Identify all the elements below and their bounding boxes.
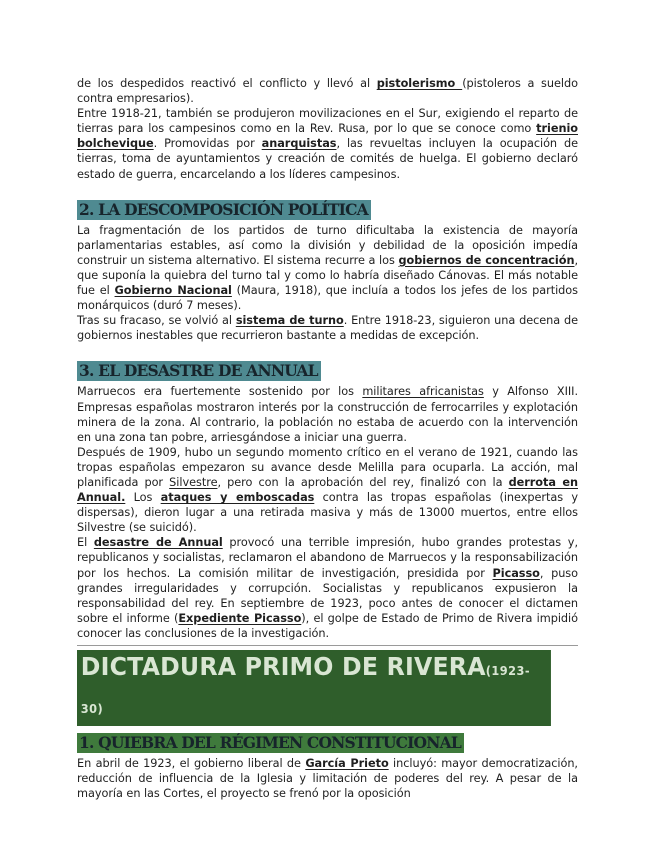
section-heading-annual: 3. EL DESASTRE DE ANNUAL xyxy=(77,361,321,381)
keyword-gobierno-nacional: Gobierno Nacional xyxy=(114,284,232,298)
section-heading-descomposicion: 2. LA DESCOMPOSICIÓN POLÍTICA xyxy=(77,200,371,220)
text: de los despedidos reactivó el conflicto y llevó al xyxy=(77,77,377,90)
text: provocó una terrible impresión, hubo grandes protestas y, republicanos y socialistas, reclamaron el abandono de Marruecos y la responsabilización por los hechos. La comisión militar de investigación, presidida por xyxy=(77,536,578,580)
text: Marruecos era fuertemente sostenido por los xyxy=(77,385,363,399)
text: y Alfonso XIII. Empresas españolas mostraron interés por la construcción de ferrocarriles y explotación minera de la zona. Al contrario, la población no estaba de acuerdo con la intervención en una zona tan pobre, arriesgándose a iniciar una guerra. xyxy=(77,385,578,444)
keyword-ataques-emboscadas: ataques y emboscadas xyxy=(160,491,315,505)
text: . Promovidas por xyxy=(153,137,262,151)
paragraph-1909 xyxy=(77,445,578,536)
text: ), el golpe de Estado de Primo de Rivera impidió conocer las conclusiones de la investigación. xyxy=(77,611,578,640)
text: Después de 1909, hubo un segundo momento crítico en el verano de 1921, cuando las tropas españolas empezaron su avance desde Melilla para ocuparla. La acción, mal planificada por xyxy=(77,445,578,489)
text: Los xyxy=(125,491,161,505)
text: El xyxy=(77,536,94,550)
text: , que suponía la quiebra del turno tal y como lo habría diseñado Cánovas. El más notable fue el xyxy=(77,253,579,298)
text: Entre 1918-21, también se produjeron movilizaciones en el Sur, exigiendo el reparto de tierras para los campesinos como en la Rev. Rusa, por lo que se conoce como xyxy=(77,107,578,136)
keyword-sistema-turno: sistema de turno xyxy=(235,314,344,328)
text: Tras su fracaso, se volvió al xyxy=(77,314,236,328)
keyword-garcia-prieto: García Prieto xyxy=(305,757,389,770)
text: , puso grandes irregularidades y corrupción. Socialistas y republicanos expusieron la responsabilidad del rey. En septiembre de 1923, poco antes de conocer el dictamen sobre el informe ( xyxy=(77,566,579,625)
text: (pistoleros a sueldo contra empresarios). xyxy=(77,77,578,106)
keyword-derrota-annual: derrota en Annual. xyxy=(77,475,578,505)
paragraph-trienio xyxy=(77,106,578,181)
keyword-militares-africanistas: militares africanistas xyxy=(362,385,484,399)
text: , pero con la aprobación del rey, finalizó con la xyxy=(217,475,509,489)
text: incluyó: mayor democratización, reducción de influencia de la Iglesia y limitación de poderes del rey. A pesar de la mayoría en las Cortes, el proyecto se frenó por la oposición xyxy=(77,757,578,801)
keyword-desastre-annual: desastre de Annual xyxy=(93,536,223,550)
paragraph-garcia-prieto xyxy=(77,756,578,801)
text: (Maura, 1918), que incluía a todos los jefes de los partidos monárquicos (duró 7 meses). xyxy=(77,284,578,313)
paragraph-fragmentacion xyxy=(77,223,578,314)
keyword-expediente-picasso: Expediente Picasso xyxy=(178,611,302,625)
keyword-picasso: Picasso xyxy=(492,566,540,580)
paragraph-pistolerismo xyxy=(77,76,578,106)
keyword-pistolerismo: pistolerismo xyxy=(376,77,463,90)
paragraph-fracaso xyxy=(77,313,578,343)
text: contra las tropas españolas (inexpertas y dispersas), dieron lugar a una retirada masiva y más de 13000 muertos, entre ellos Silvestre (se suicidó). xyxy=(77,491,578,535)
paragraph-desastre xyxy=(77,535,578,641)
text: En abril de 1923, el gobierno liberal de xyxy=(77,757,306,770)
text: , las revueltas incluyen la ocupación de tierras, toma de ayuntamientos y creación de comités de huelga. El gobierno declaró estado de guerra, encarcelando a los líderes campesinos. xyxy=(77,137,578,181)
keyword-silvestre: Silvestre xyxy=(169,475,218,489)
section-heading-quiebra: 1. QUIEBRA DEL RÉGIMEN CONSTITUCIONAL xyxy=(77,733,464,753)
divider-line xyxy=(77,645,578,646)
chapter-title-main: DICTADURA PRIMO DE RIVERA xyxy=(80,652,486,681)
text: La fragmentación de los partidos de turno dificultaba la existencia de mayoría parlamentarias estables, así como la división y debilidad de la oposición impedía construir un sistema alternativo. El sistema recurre a los xyxy=(77,223,578,267)
keyword-gobiernos-concentracion: gobiernos de concentración xyxy=(398,253,575,267)
keyword-trienio-bolchevique: trienio bolchevique xyxy=(77,122,578,151)
paragraph-marruecos xyxy=(77,384,578,444)
chapter-title-years: (1923-30) xyxy=(80,664,531,716)
text: . Entre 1918-23, siguieron una decena de gobiernos inestables que recurrieron bastante a medidas de excepción. xyxy=(77,314,578,343)
keyword-anarquistas: anarquistas xyxy=(261,137,337,151)
chapter-title xyxy=(77,650,551,726)
